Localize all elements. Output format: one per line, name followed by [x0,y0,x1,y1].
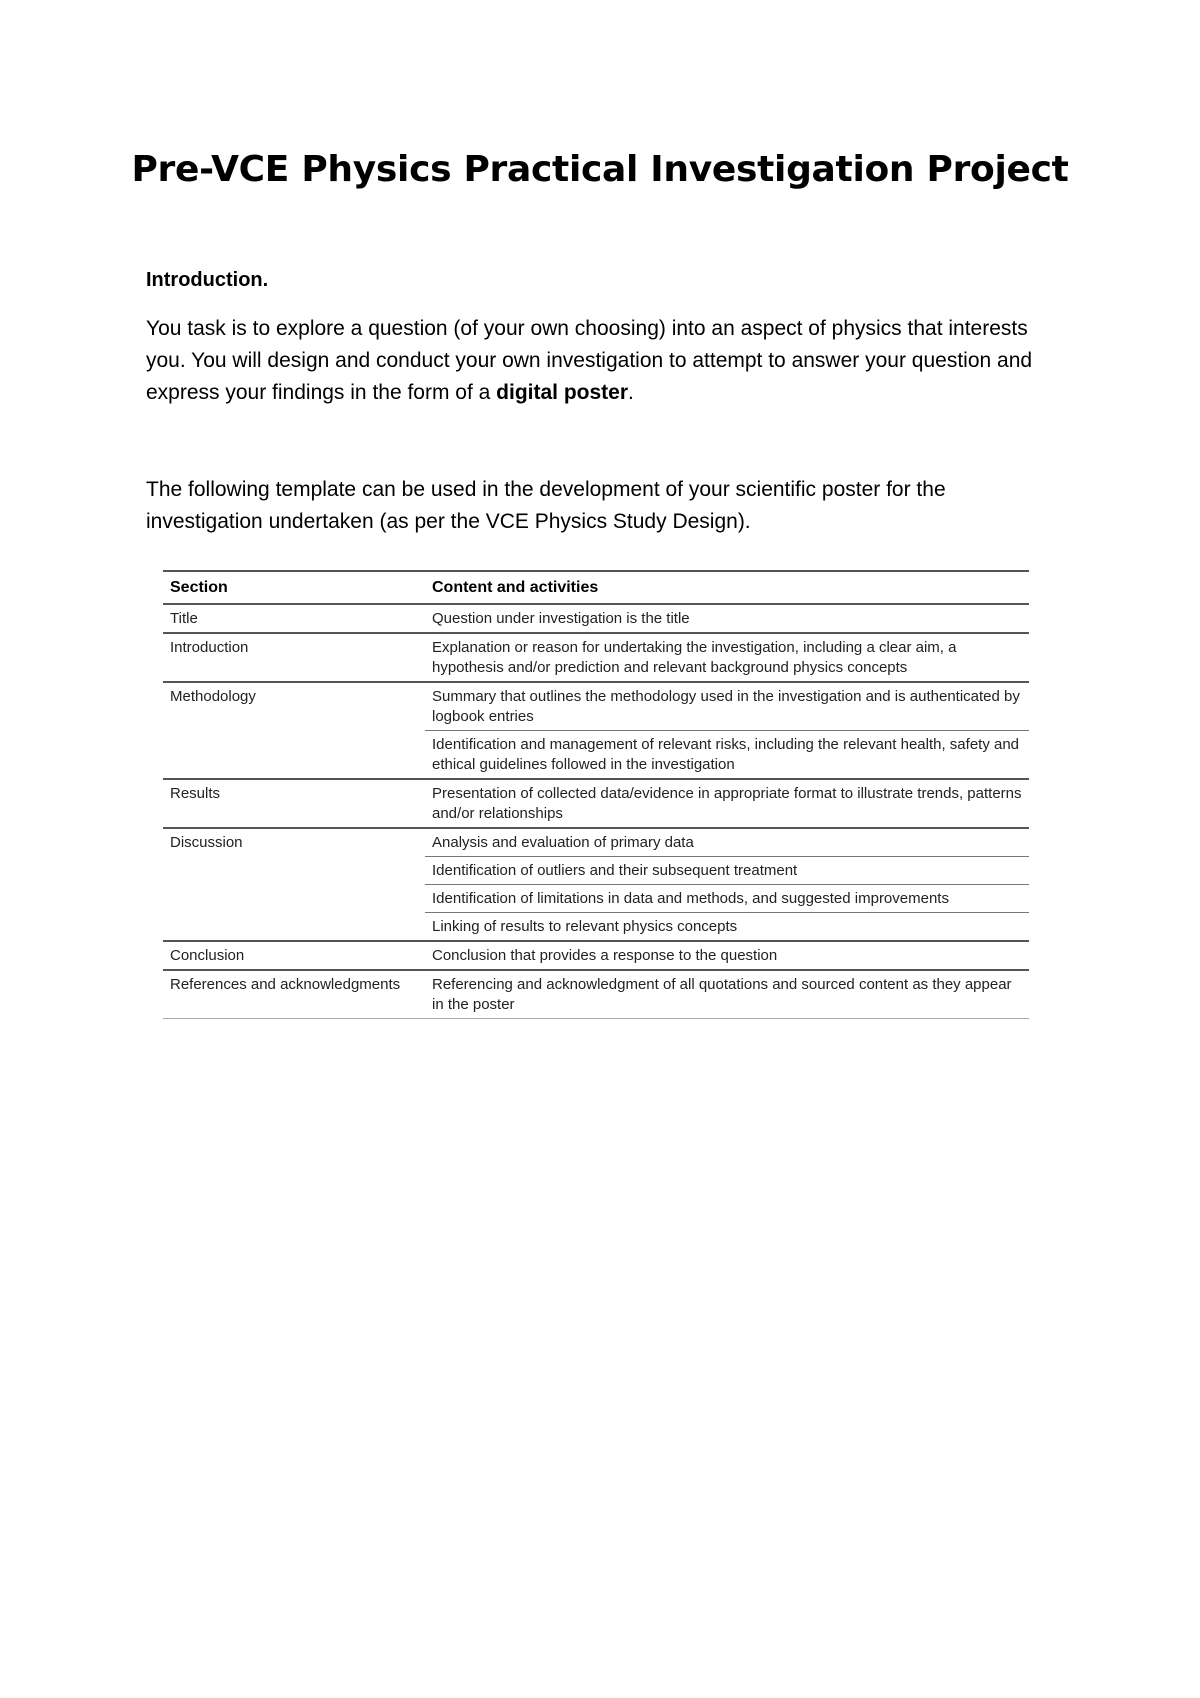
introduction-paragraph [146,313,1066,409]
section-cell: Introduction [163,633,425,682]
poster-template-table-container [163,570,1029,1019]
table-row [163,604,1029,633]
table-row [163,682,1029,731]
section-column-header: Section [170,579,228,596]
introduction-text-end: . [628,381,634,404]
section-cell: Title [163,604,425,633]
activity-cell: Summary that outlines the methodology used in the investigation and is authenticated by logbook entries [425,682,1029,731]
activity-cell: Identification of outliers and their subsequent treatment [425,857,1029,885]
table-body [163,604,1029,1019]
table-header-row [163,571,1029,604]
content-column-header: Content and activities [432,579,599,596]
activity-cell: Analysis and evaluation of primary data [425,828,1029,857]
activity-cell: Conclusion that provides a response to the question [425,941,1029,970]
activity-cell: Explanation or reason for undertaking the investigation, including a clear aim, a hypothesis and/or prediction and relevant background physics concepts [425,633,1029,682]
introduction-text: You task is to explore a question (of your own choosing) into an aspect of physics that interests you. You will design and conduct your own investigation to attempt to answer your question and express your findings in the form of a [146,317,1033,404]
table-row [163,633,1029,682]
section-cell: References and acknowledgments [163,970,425,1019]
section-cell: Results [163,779,425,828]
digital-poster-emphasis: digital poster [496,381,629,404]
activity-cell: Linking of results to relevant physics concepts [425,913,1029,942]
table-row [163,828,1029,857]
page-title: Pre-VCE Physics Practical Investigation Project [131,149,1069,190]
introduction-heading: Introduction. [146,269,269,291]
activity-cell: Referencing and acknowledgment of all quotations and sourced content as they appear in the poster [425,970,1029,1019]
activity-cell: Question under investigation is the title [425,604,1029,633]
section-cell: Discussion [163,828,425,941]
poster-template-table [163,570,1029,1019]
table-row [163,941,1029,970]
section-cell: Conclusion [163,941,425,970]
template-paragraph: The following template can be used in the development of your scientific poster for the investigation undertaken (as per the VCE Physics Study Design). [146,478,946,533]
activity-cell: Identification and management of relevant risks, including the relevant health, safety and ethical guidelines followed in the investigation [425,731,1029,780]
section-cell: Methodology [163,682,425,779]
table-row [163,779,1029,828]
activity-cell: Identification of limitations in data and methods, and suggested improvements [425,885,1029,913]
activity-cell: Presentation of collected data/evidence in appropriate format to illustrate trends, patterns and/or relationships [425,779,1029,828]
table-row [163,970,1029,1019]
